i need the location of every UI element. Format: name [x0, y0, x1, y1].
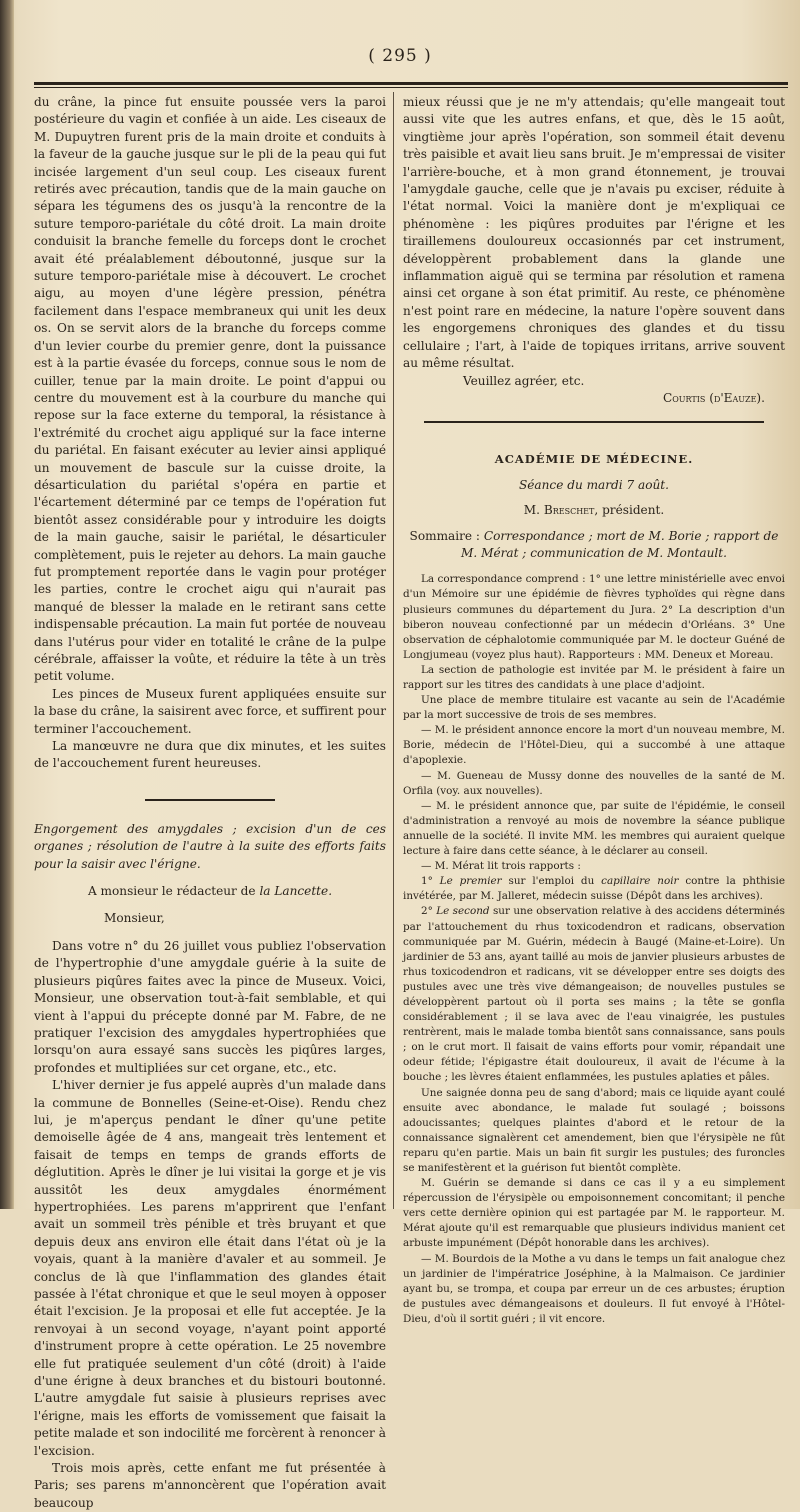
session-date: Séance du mardi 7 août. — [518, 477, 670, 492]
president-line — [403, 502, 785, 519]
page-binding-edge — [0, 0, 14, 1209]
left-column — [34, 94, 386, 1510]
emphasis: Le premier — [439, 875, 502, 888]
journal-name: la Lancette. — [259, 884, 333, 899]
paragraph: Une saignée donna peu de sang d'abord; mais ce liquide ayant coulé ensuite avec abondance, le malade fut soulagé ; boissons adoucissantes; quelques plaintes d'abord et le retour de la connaissance signalèrent cet amendement, bien que l'érysipèle ne fût reparu qu'en partie. Mais un bain fit surgir les pustules; des furoncles se manifestèrent et la guérison fut bientôt complète. — [403, 1086, 785, 1174]
session-report — [403, 572, 785, 1327]
paragraph: La section de pathologie est invitée par M. le président à faire un rapport sur les titres des candidats à une place d'adjoint. — [403, 663, 785, 691]
summary-label: Sommaire : — [409, 528, 480, 543]
column-divider — [393, 92, 394, 1209]
list-number: 2° — [421, 905, 433, 918]
paragraph: L'hiver dernier je fus appelé auprès d'un malade dans la commune de Bonnelles (Seine-et-Oise). Rendu chez lui, je m'aperçus pendant le dîner qu'une petite demoiselle âgée de 4 ans, mangeait très lentement et faisait de temps en temps de grands efforts de déglutition. Après le dîner je lui visitai la gorge et je vis aussitôt les deux amygdales énormément hypertrophiées. Les parens m'apprirent que l'enfant avait un sommeil très pénible et très bruyant et que depuis deux ans environ elle était dans l'état où je la voyais, quant à la manière d'avaler et au sommeil. Je conclus de là que l'inflammation des glandes était passée à l'état chronique et que le seul moyen à opposer était l'excision. Je la proposai et elle fut acceptée. Je la renvoyai à un second voyage, n'ayant point apporté d'instrument propre à cette opération. Le 25 novembre elle fut pratiquée seulement d'un côté (droit) à l'aide d'une érigne à deux branches et du bistouri boutonné. L'autre amygdale fut saisie à plusieurs reprises avec l'érigne, mais les efforts de vomissement que faisait la petite malade et son indocilité me forcèrent à renoncer à l'excision. — [34, 1078, 386, 1458]
text-run: sur une observation relative à des accidens déterminés par l'attouchement du rhus toxicodendron et radicans, observation communiquée par M. Guérin, médecin à Baugé (Maine-et-Loire). Un jardinier de 53 ans, ayant taillé au mois de janvier plusieurs arbustes de rhus toxicodendron et radicans, vit se développer entre ses doigts des pustules avec une très vive démangeaison; de nouvelles pustules se développèrent partout où il porta ses mains ; la tête se gonfla considérablement ; il se lava avec de l'eau vinaigrée, les pustules rentrèrent, mais le malade tomba bientôt sans connaissance, sans pouls ; on le crut mort. Il faisait de vains efforts pour vomir, répandait une odeur fétide; l'épigastre était douloureux, il avait de l'écume à la bouche ; les lèvres étaient enflammées, les pustules aplaties et pâles. — [403, 905, 785, 1084]
paragraph: — M. Mérat lit trois rapports : — [421, 860, 581, 873]
paragraph: — M. le président annonce encore la mort d'un nouveau membre, M. Borie, médecin de l'Hôtel-Dieu, qui a succombé à une attaque d'apoplexie. — [403, 724, 785, 767]
paragraph: M. Guérin se demande si dans ce cas il y a eu simplement répercussion de l'érysipèle ou empoisonnement concomitant; il penche vers cette dernière opinion qui est partagée par M. le rapporteur. M. Mérat ajoute qu'il est remarquable que plusieurs individus manient cet arbuste impunément (Dépôt honorable dans les archives). — [403, 1177, 785, 1250]
paragraph: La correspondance comprend : 1° une lettre ministérielle avec envoi d'un Mémoire sur une épidémie de fièvres typhoïdes qui règne dans plusieurs communes du département du Jura. 2° La description d'un biberon nouveau confectionné par un médecin d'Orléans. 3° Une observation de céphalotomie communiquée par M. le docteur Guéné de Longjumeau (voyez plus haut). Rapporteurs : MM. Deneux et Moreau. — [403, 573, 785, 661]
section-title: ACADÉMIE DE MÉDECINE. — [494, 452, 694, 467]
emphasis: capillaire noir — [601, 875, 679, 888]
letter-closing: Veuillez agréer, etc. — [463, 373, 585, 388]
paragraph — [403, 904, 785, 1085]
section-separator — [424, 421, 764, 423]
summary-text: Correspondance ; mort de M. Borie ; rapport de M. Mérat ; communication de M. Montault. — [461, 528, 779, 560]
addressee-line — [34, 883, 386, 900]
header-rule — [34, 82, 788, 85]
salutation: Monsieur, — [104, 911, 165, 926]
paragraph: mieux réussi que je ne m'y attendais; qu'elle mangeait tout aussi vite que les autres enfans, et que, dès le 15 août, vingtième jour après l'opération, son sommeil était devenu très paisible et avait lieu sans bruit. Je m'empressai de visiter l'arrière-bouche, et à mon grand étonnement, je trouvai l'amygdale gauche, celle que je n'avais pu exciser, réduite à l'état normal. Voici la manière dont je m'expliquai ce phénomène : les piqûres produites par l'érigne et les tiraillemens douloureux occasionnés par cet instrument, développèrent probablement dans la glande une inflammation aiguë qui se termina par résolution et ramena ainsi cet organe à son état primitif. Au reste, ce phénomène n'est point rare en médecine, la nature l'opère souvent dans les engorgemens chroniques des glandes et du tissu cellulaire ; l'art, à l'aide de topiques irritans, arrive souvent au même résultat. — [403, 95, 785, 371]
paragraph: La manœuvre ne dura que dix minutes, et les suites de l'accouchement furent heureuses. — [34, 739, 386, 771]
paragraph: Une place de membre titulaire est vacante au sein de l'Académie par la mort successive de trois de ses membres. — [403, 694, 785, 722]
summary-line — [403, 528, 785, 563]
paragraph: Les pinces de Museux furent appliquées ensuite sur la base du crâne, la saisirent avec force, et suffirent pour terminer l'accouchement. — [34, 686, 386, 736]
article-title: Engorgement des amygdales ; excision d'un de ces organes ; résolution de l'autre à la suite des efforts faits pour la saisir avec l'érigne. — [34, 821, 386, 871]
president-title: président. — [602, 503, 665, 518]
paragraph: Dans votre n° du 26 juillet vous publiez l'observation de l'hypertrophie d'une amygdale guérie à la suite de plusieurs piqûres faites avec la pince de Museux. Voici, Monsieur, une observation tout-à-fait semblable, et qui vient à l'appui du précepte donné par M. Fabre, de ne pratiquer l'excision des amygdales hypertrophiées que lorsqu'on aura essayé sans succès les piqûres larges, profondes et multipliées sur cet organe, etc., etc. — [34, 938, 386, 1075]
paragraph: — M. Gueneau de Mussy donne des nouvelles de la santé de M. Orfila (voy. aux nouvelles). — [403, 769, 785, 797]
paragraph — [403, 874, 785, 904]
text-run: sur l'emploi du — [508, 875, 595, 888]
paragraph: du crâne, la pince fut ensuite poussée vers la paroi postérieure du vagin et confiée à un aide. Les ciseaux de M. Dupuytren furent pris de la main droite et conduits à la faveur de la gauche jusque sur le pli de la peau qui fut incisée largement d'un seul coup. Les ciseaux furent retirés avec précaution, tandis que de la main gauche on sépara les tégumens des os jusqu'à la rencontre de la suture temporo-pariétale du côté droit. La main droite conduisit la branche femelle du forceps dont le crochet avait été préalablement déboutonné, jusque sur la suture temporo-pariétale mise à découvert. Le crochet aigu, au moyen d'une légère pression, pénétra facilement dans l'espace membraneux qui unit les deux os. On se servit alors de la branche du forceps comme d'un levier courbe du premier genre, dont la puissance est à la partie évasée du forceps, connue sous le nom de cuiller, tenue par la main droite. Le point d'appui ou centre du mouvement est à la courbure du manche qui repose sur la face externe du temporal, la résistance à l'extrémité du crochet aigu appliqué sur la face interne du pariétal. En faisant exécuter au levier ainsi appliqué un mouvement de bascule sur la cuisse droite, la désarticulation du pariétal s'opéra en partie et l'écartement déterminé par ce temps de l'opération fut bientôt assez considérable pour y introduire les doigts de la main gauche, saisir le pariétal, le désarticuler complètement, puis le rejeter au dehors. La main gauche fut promptement reportée dans le vagin pour protéger les parties, contre le crochet aigu qui n'aurait pas manqué de blesser la malade en le retirant sans cette indispensable précaution. La main fut portée de nouveau dans l'utérus pour vider en totalité le crâne de la pulpe cérébrale, affaisser la voûte, et réduire la tête à un très petit volume. — [34, 95, 386, 684]
right-column — [403, 94, 785, 1325]
paragraph: — M. le président annonce que, par suite de l'épidémie, le conseil d'administration a renvoyé au mois de novembre la séance publique annuelle de la société. Il invite MM. les membres qui auraient quelque lecture à faire dans cette séance, à le déclarer au conseil. — [403, 799, 785, 858]
page-number: ( 295 ) — [368, 46, 432, 66]
paragraph: — M. Bourdois de la Mothe a vu dans le temps un fait analogue chez un jardinier de l'impératrice Joséphine, à la Malmaison. Ce jardinier ayant bu, se trompa, et coupa par erreur un de ces arbustes; éruption de pustules avec démangeaisons et douleurs. Il fut envoyé à l'Hôtel-Dieu, d'où il sortit guéri ; il vit encore. — [403, 1252, 785, 1325]
addressee-text: A monsieur le rédacteur de — [87, 884, 256, 899]
emphasis: Le second — [436, 905, 490, 918]
header-rule-thin — [34, 87, 788, 88]
paragraph: Trois mois après, cette enfant me fut présentée à Paris; ses parens m'annoncèrent que l'opération avait beaucoup — [34, 1461, 386, 1510]
president-name: M. Breschet, — [523, 503, 599, 518]
letter-signature: Courtis (d'Eauze). — [662, 390, 765, 405]
text-run: contre la phthisie invétérée, par M. Jalleret, médecin suisse (Dépôt dans les archives). — [403, 875, 785, 903]
section-separator — [145, 799, 275, 801]
list-number: 1° — [421, 875, 433, 888]
